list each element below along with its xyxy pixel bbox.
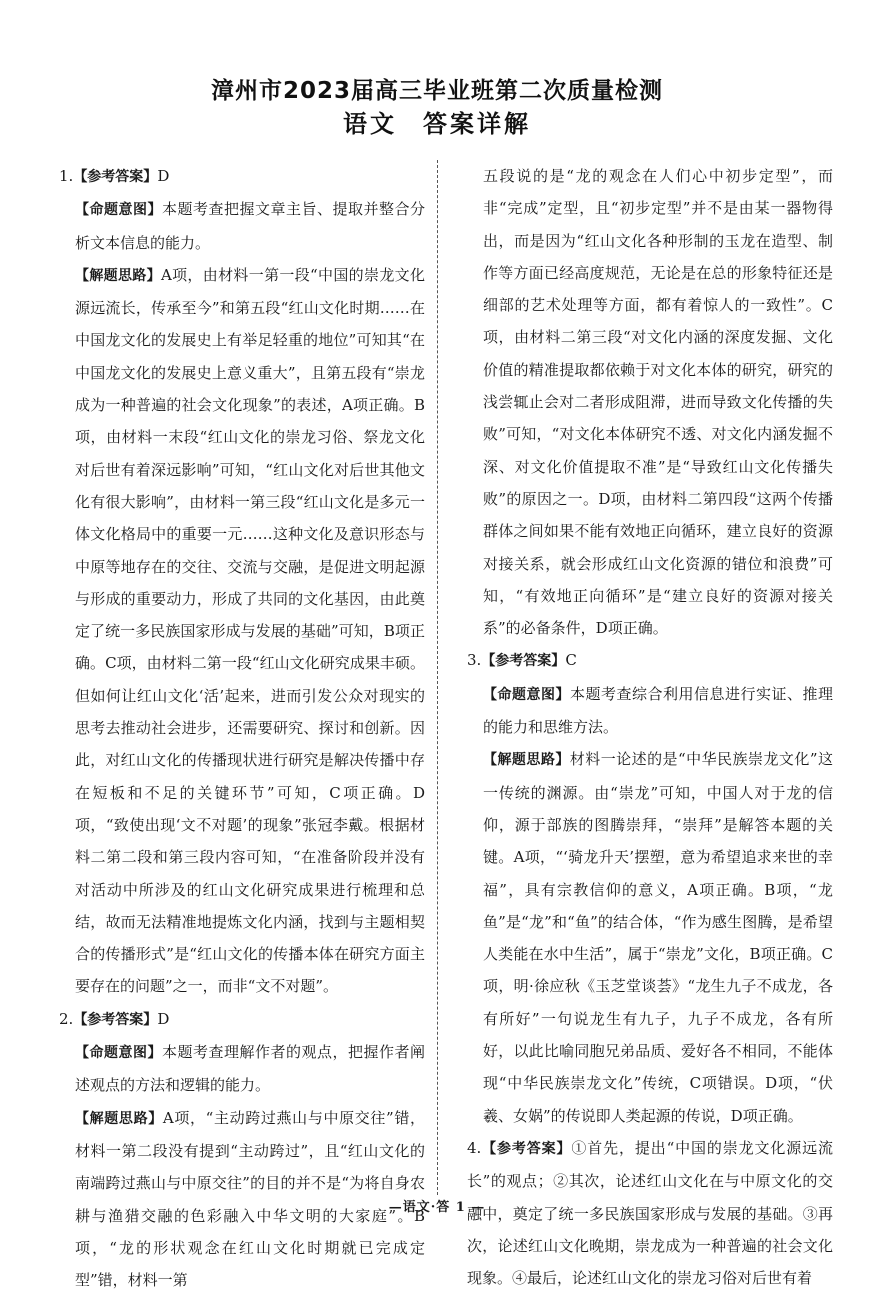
answer-paragraph xyxy=(467,160,833,644)
paragraph-text: A项，由材料一第一段“中国的崇龙文化源远流长，传承至今”和第五段“红山文化时期……在中国龙文化的发展史上有举足轻重的地位”可知其“在中国龙文化的发展史上意义重大”，且第五段有“崇龙成为一种普遍的社会文化现象”的表述，A项正确。B项，由材料一末段“红山文化的崇龙习俗、祭龙文化对后世有着深远影响”可知，“红山文化对后世其他文化有很大影响”，由材料一第三段“红山文化是多元一体文化格局中的重要一元……这种文化及意识形态与中原等地存在的交往、交流与交融，是促进文明起源与形成的重要动力，形成了共同的文化基因，由此奠定了统一多民族国家形成与发展的基础”可知，B项正确。C项，由材料二第一段“红山文化研究成果丰硕。但如何让红山文化‘活’起来，进而引发公众对现实的思考去推动社会进步，还需要研究、探讨和创新。因此，对红山文化的传播现状进行研究是解决传播中存在短板和不足的关键环节”可知，C项正确。D项，“致使出现‘文不对题’的现象”张冠李戴。根据材料二第二段和第三段内容可知，“在准备阶段并没有对活动中所涉及的红山文化研究成果进行梳理和总结，故而无法精准地提炼文化内涵，找到与主题相契合的传播形式”是“红山文化的传播本体在研究方面主要存在的问题”之一，而非“文不对题”。 xyxy=(75,265,425,996)
question-number: 1. xyxy=(59,167,74,185)
answer-paragraph xyxy=(59,1036,425,1102)
paragraph-text: 本题考查把握文章主旨、提取并整合分析文本信息的能力。 xyxy=(75,200,425,252)
question-number: 2. xyxy=(59,1009,74,1028)
section-tag: 【命题意图】 xyxy=(75,202,162,219)
page-subtitle xyxy=(0,104,874,139)
page-title: 漳州市2023届高三毕业班第二次质量检测 xyxy=(210,78,663,104)
paragraph-text: 本题考查理解作者的观点，把握作者阐述观点的方法和逻辑的能力。 xyxy=(75,1043,425,1095)
subject-label: 语文 xyxy=(343,110,397,138)
question-number: 3. xyxy=(467,651,482,670)
paragraph-text: 本题考查综合利用信息进行实证、推理的能力和思维方法。 xyxy=(483,684,833,737)
left-column xyxy=(59,160,425,1296)
answer-paragraph xyxy=(59,160,425,193)
section-tag: 【解题思路】 xyxy=(483,752,570,769)
paragraph-text: 五段说的是“龙的观念在人们心中初步定型”，而非“完成”定型，且“初步定型”并不是由某一器物得出，而是因为“红山文化各种形制的玉龙在造型、制作等方面已经高度规范，无论是在总的形象特征还是细部的艺术处理等方面，都有着惊人的一致性”。C项，由材料二第三段“对文化内涵的深度发掘、文化价值的精准提取都依赖于对文化本体的研究，研究的浅尝辄止会对二者形成阻滞，进而导致文化传播的失败”可知，“对文化本体研究不透、对文化内涵发掘不深、对文化价值提取不准”是“导致红山文化传播失败”的原因之一。D项，由材料二第四段“这两个传播群体之间如果不能有效地正向循环，建立良好的资源对接关系，就会形成红山文化资源的错位和浪费”可知，“有效地正向循环”是“建立良好的资源对接关系”的必备条件，D项正确。 xyxy=(483,167,833,638)
question-number: 4. xyxy=(467,1138,482,1157)
section-tag: 【命题意图】 xyxy=(75,1045,162,1062)
section-tag: 【参考答案】 xyxy=(73,1011,158,1028)
paragraph-text: 材料一论述的是“中华民族崇龙文化”这一传统的渊源。由“崇龙”可知，中国人对于龙的信仰，源于部族的图腾崇拜，“崇拜”是解答本题的关键。A项，“‘骑龙升天’摆塑，意为希望追求来世的幸福”，具有宗教信仰的意义，A项正确。B项，“龙鱼”是“龙”和“鱼”的结合体，“作为感生图腾，是希望人类能在水中生活”，属于“崇龙”文化，B项正确。C项，明·徐应秋《玉芝堂谈荟》“龙生九子不成龙，各有所好”一句说龙生有九子，九子不成龙，各有所好，以此比喻同胞兄弟品质、爱好各不相同，不能体现“中华民族崇龙文化”传统，C项错误。D项，“伏羲、女娲”的传说即人类起源的传说，D项正确。 xyxy=(483,750,833,1125)
section-tag: 【解题思路】 xyxy=(75,267,161,284)
answer-paragraph xyxy=(59,259,425,1003)
section-tag: 【参考答案】 xyxy=(481,1140,572,1157)
answer-paragraph xyxy=(59,1003,425,1036)
paragraph-text: A项，“主动跨过燕山与中原交往”错，材料一第二段没有提到“主动跨过”，且“红山文化的南端跨过燕山与中原交往”的目的并不是“为将自身农耕与渔猎交融的色彩融入中华文明的大家庭”。B项，“龙的形状观念在红山文化时期就已完成定型”错，材料一第 xyxy=(75,1108,426,1290)
column-divider xyxy=(437,160,438,1195)
section-tag: 【参考答案】 xyxy=(481,653,566,670)
answer-paragraph xyxy=(467,678,833,744)
paragraph-text: D xyxy=(157,167,170,185)
section-tag: 【解题思路】 xyxy=(75,1110,163,1127)
subtitle-label: 答案详解 xyxy=(423,110,531,138)
section-tag: 【参考答案】 xyxy=(73,169,158,185)
page-footer: —语文·答 1 — xyxy=(388,1200,486,1215)
answer-paragraph xyxy=(467,644,833,677)
paragraph-text: D xyxy=(157,1009,170,1028)
answer-paragraph xyxy=(467,743,833,1132)
right-column xyxy=(467,160,833,1294)
section-tag: 【命题意图】 xyxy=(483,686,570,703)
answer-paragraph xyxy=(59,193,425,259)
paragraph-text: C xyxy=(565,651,577,670)
paragraph-text: ①首先，提出“中国的崇龙文化源远流长”的观点；②其次，论述红山文化在与中原文化的交融中，奠定了统一多民族国家形成与发展的基础。③再次，论述红山文化晚期，崇龙成为一种普遍的社会文化现象。④最后，论述红山文化的崇龙习俗对后世有着 xyxy=(467,1138,834,1288)
